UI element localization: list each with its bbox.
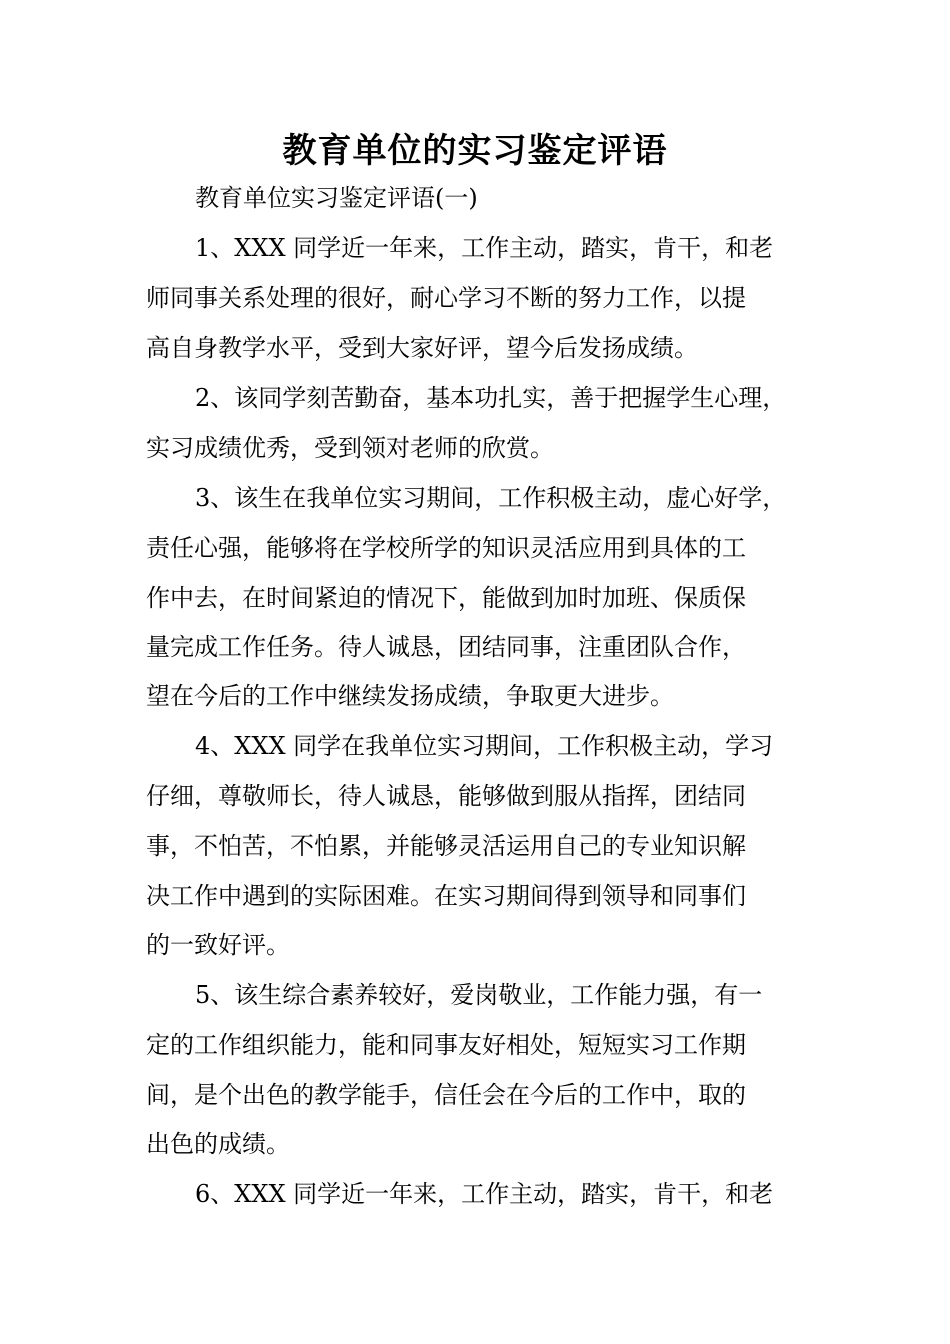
document-title: 教育单位的实习鉴定评语	[282, 131, 668, 171]
paragraph-4-line-3: 事，不怕苦，不怕累，并能够灵活运用自己的专业知识解	[146, 832, 746, 860]
paragraph-4-line-2: 仔细，尊敬师长，待人诚恳，能够做到服从指挥，团结同	[146, 782, 746, 810]
paragraph-5-line-3: 间，是个出色的教学能手，信任会在今后的工作中，取的	[146, 1081, 746, 1109]
paragraph-3-line-3: 作中去，在时间紧迫的情况下，能做到加时加班、保质保	[146, 584, 746, 612]
paragraph-4-line-1: 4、XXX 同学在我单位实习期间，工作积极主动，学习	[195, 732, 774, 760]
paragraph-1-line-1: 1、XXX 同学近一年来，工作主动，踏实，肯干，和老	[195, 234, 774, 262]
paragraph-3-line-5: 望在今后的工作中继续发扬成绩，争取更大进步。	[146, 682, 674, 710]
paragraph-2-line-1: 2、该同学刻苦勤奋，基本功扎实，善于把握学生心理，	[195, 384, 787, 412]
paragraph-3-line-1: 3、该生在我单位实习期间，工作积极主动，虚心好学，	[195, 484, 787, 512]
paragraph-5-line-4: 出色的成绩。	[146, 1130, 290, 1158]
paragraph-1-line-2: 师同事关系处理的很好，耐心学习不断的努力工作，以提	[146, 284, 746, 312]
paragraph-1-line-3: 高自身教学水平，受到大家好评，望今后发扬成绩。	[146, 334, 698, 362]
paragraph-6-line-1: 6、XXX 同学近一年来，工作主动，踏实，肯干，和老	[195, 1180, 774, 1208]
paragraph-4-line-4: 决工作中遇到的实际困难。在实习期间得到领导和同事们	[146, 882, 746, 910]
paragraph-5-line-2: 定的工作组织能力，能和同事友好相处，短短实习工作期	[146, 1031, 746, 1059]
paragraph-2-line-2: 实习成绩优秀，受到领对老师的欣赏。	[146, 434, 554, 462]
paragraph-3-line-4: 量完成工作任务。待人诚恳，团结同事，注重团队合作，	[146, 633, 746, 661]
section-subheading: 教育单位实习鉴定评语(一)	[195, 184, 478, 212]
paragraph-5-line-1: 5、该生综合素养较好，爱岗敬业，工作能力强，有一	[195, 981, 763, 1009]
paragraph-3-line-2: 责任心强，能够将在学校所学的知识灵活应用到具体的工	[146, 534, 746, 562]
paragraph-4-line-5: 的一致好评。	[146, 931, 290, 959]
